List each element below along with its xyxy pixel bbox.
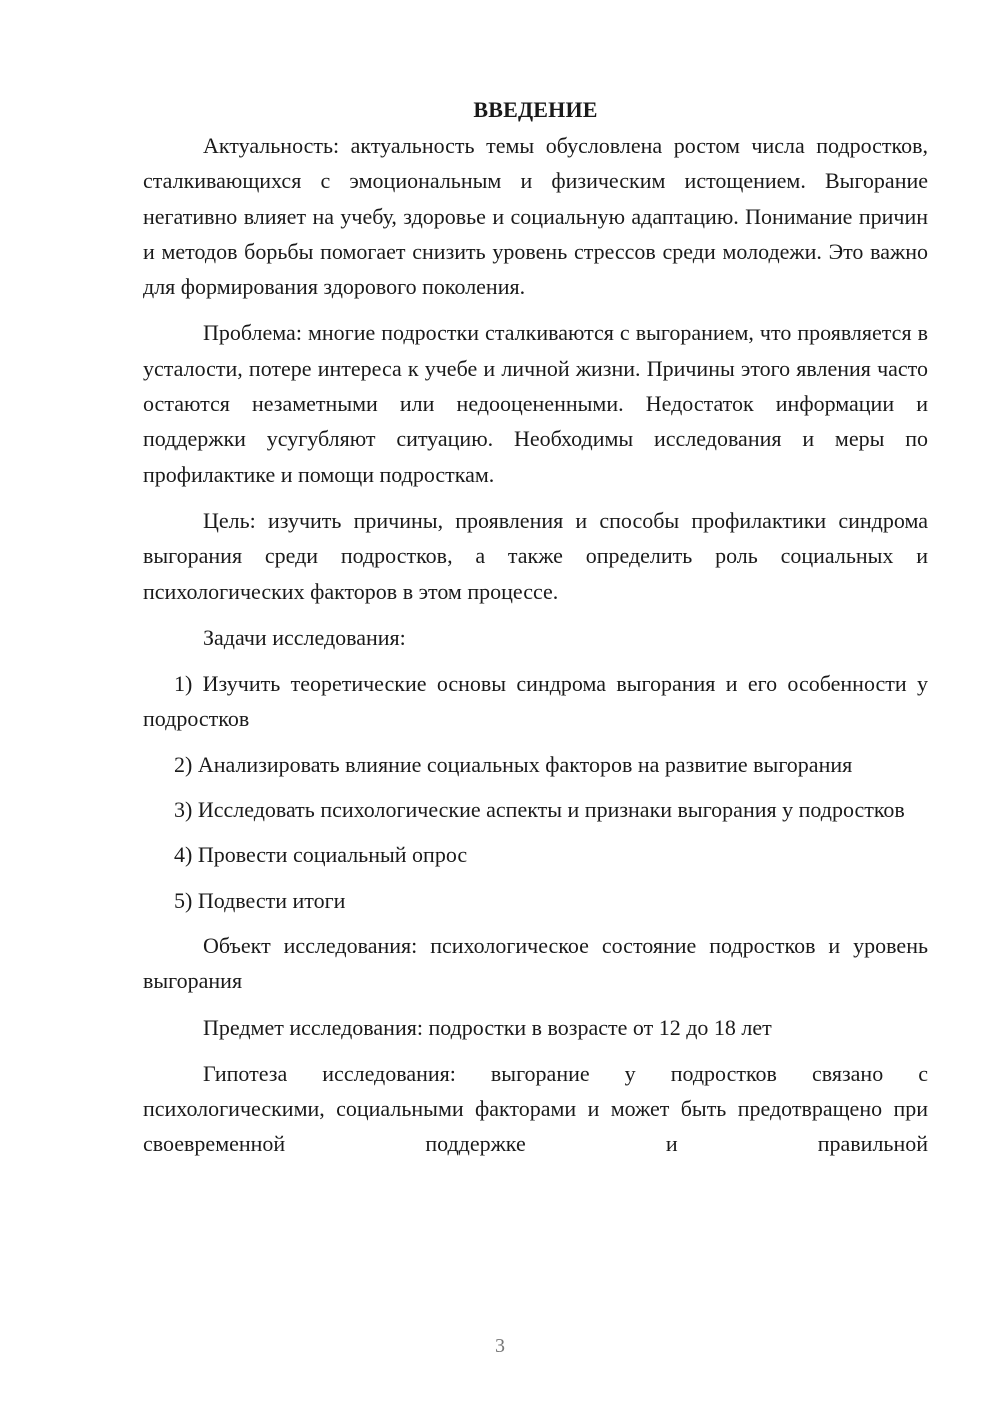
task-item-1: 1) Изучить теоретические основы синдрома выгорания и его особенности у подростков (143, 671, 928, 732)
section-heading: ВВЕДЕНИЕ (473, 97, 598, 122)
paragraph-goal: Цель: изучить причины, проявления и способы профилактики синдрома выгорания среди подростков, а также определить роль социальных и психологических факторов в этом процессе. (143, 507, 928, 604)
task-item-5: 5) Подвести итоги (174, 887, 346, 913)
document-page (143, 92, 928, 1322)
task-item-2: 2) Анализировать влияние социальных факторов на развитие выгорания (174, 751, 853, 777)
paragraph-hypothesis: Гипотеза исследования: выгорание у подростков связано с психологическими, социальными факторами и может быть предотвращено при своевременной поддержке и правильной (143, 1060, 928, 1157)
paragraph-problem: Проблема: многие подростки сталкиваются с выгоранием, что проявляется в усталости, потере интереса к учебе и личной жизни. Причины этого явления часто остаются незаметными или недооцененными. Недостаток информации и поддержки усугубляют ситуацию. Необходимы исследования и меры по профилактике и помощи подросткам. (143, 320, 928, 487)
tasks-heading: Задачи исследования: (203, 624, 406, 650)
paragraph-subject: Предмет исследования: подростки в возрасте от 12 до 18 лет (203, 1014, 772, 1040)
paragraph-object: Объект исследования: психологическое состояние подростков и уровень выгорания (143, 932, 928, 994)
task-item-4: 4) Провести социальный опрос (174, 842, 468, 868)
page-number: 3 (495, 1335, 505, 1357)
task-item-3: 3) Исследовать психологические аспекты и признаки выгорания у подростков (174, 797, 905, 823)
paragraph-relevance: Актуальность: актуальность темы обусловлена ростом числа подростков, сталкивающихся с эмоциональным и физическим истощением. Выгорание негативно влияет на учебу, здоровье и социальную адаптацию. Понимание причин и методов борьбы помогает снизить уровень стрессов среди молодежи. Это важно для формирования здорового поколения. (143, 133, 928, 300)
